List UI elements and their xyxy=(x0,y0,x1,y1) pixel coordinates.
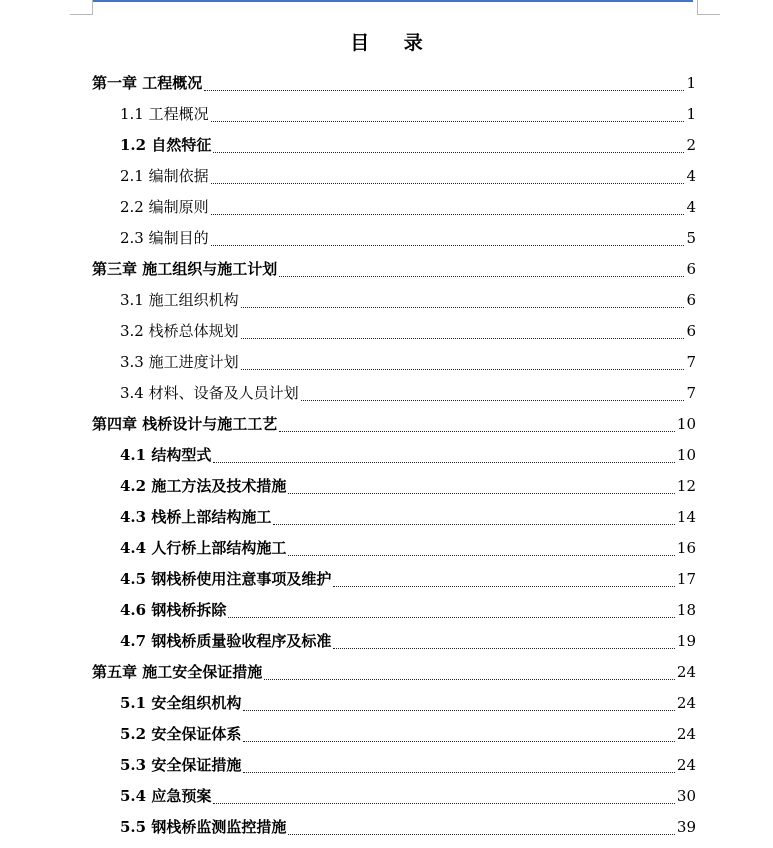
toc-dot-leader xyxy=(204,89,684,91)
toc-entry-page-number: 7 xyxy=(686,353,696,371)
toc-entry-page-number: 7 xyxy=(686,384,696,402)
toc-dot-leader xyxy=(213,461,675,463)
toc-dot-leader xyxy=(273,523,675,525)
toc-entry-page-number: 24 xyxy=(676,725,696,743)
toc-entry-label: 第三章 施工组织与施工计划 xyxy=(92,260,278,278)
toc-entry-label: 4.5 钢栈桥使用注意事项及维护 xyxy=(120,570,332,588)
toc-dot-leader xyxy=(288,554,675,556)
toc-entry-label: 5.1 安全组织机构 xyxy=(120,694,242,712)
toc-entry-page-number: 24 xyxy=(676,694,696,712)
toc-entry-page-number: 6 xyxy=(686,322,696,340)
toc-section-entry[interactable] xyxy=(92,502,696,533)
toc-section-entry[interactable] xyxy=(92,192,696,223)
toc-entry-label: 第一章 工程概况 xyxy=(92,74,203,92)
toc-dot-leader xyxy=(279,275,684,277)
toc-entry-page-number: 1 xyxy=(686,74,696,92)
toc-entry-label: 4.1 结构型式 xyxy=(120,446,212,464)
toc-entry-label: 5.4 应急预案 xyxy=(120,787,212,805)
toc-entry-label: 1.1 工程概况 xyxy=(120,105,209,123)
toc-entry-page-number: 12 xyxy=(676,477,696,495)
toc-entry-label: 4.4 人行桥上部结构施工 xyxy=(120,539,287,557)
toc-dot-leader xyxy=(301,399,685,401)
toc-chapter-entry[interactable] xyxy=(92,68,696,99)
toc-entry-label: 4.3 栈桥上部结构施工 xyxy=(120,508,272,526)
toc-entry-label: 5.3 安全保证措施 xyxy=(120,756,242,774)
toc-section-entry[interactable] xyxy=(92,347,696,378)
toc-entry-label: 第四章 栈桥设计与施工工艺 xyxy=(92,415,278,433)
toc-chapter-entry[interactable] xyxy=(92,254,696,285)
toc-dot-leader xyxy=(211,213,685,215)
toc-section-entry[interactable] xyxy=(92,750,696,781)
toc-entry-label: 3.2 栈桥总体规划 xyxy=(120,322,239,340)
toc-entry-page-number: 2 xyxy=(686,136,696,154)
toc-section-entry[interactable] xyxy=(92,440,696,471)
toc-entry-page-number: 4 xyxy=(686,167,696,185)
header-rule xyxy=(93,0,693,2)
toc-dot-leader xyxy=(243,740,675,742)
toc-dot-leader xyxy=(228,616,675,618)
toc-dot-leader xyxy=(213,151,684,153)
toc-section-entry[interactable] xyxy=(92,378,696,409)
table-of-contents xyxy=(92,68,696,843)
toc-section-entry[interactable] xyxy=(92,595,696,626)
toc-dot-leader xyxy=(279,430,675,432)
toc-entry-page-number: 4 xyxy=(686,198,696,216)
toc-entry-page-number: 18 xyxy=(676,601,696,619)
toc-dot-leader xyxy=(288,833,675,835)
toc-entry-label: 3.1 施工组织机构 xyxy=(120,291,239,309)
toc-section-entry[interactable] xyxy=(92,471,696,502)
toc-entry-label: 2.3 编制目的 xyxy=(120,229,209,247)
toc-section-entry[interactable] xyxy=(92,130,696,161)
toc-section-entry[interactable] xyxy=(92,285,696,316)
toc-dot-leader xyxy=(211,120,685,122)
toc-dot-leader xyxy=(243,771,675,773)
toc-section-entry[interactable] xyxy=(92,719,696,750)
toc-section-entry[interactable] xyxy=(92,161,696,192)
toc-entry-label: 4.2 施工方法及技术措施 xyxy=(120,477,287,495)
toc-entry-label: 5.2 安全保证体系 xyxy=(120,725,242,743)
toc-entry-page-number: 19 xyxy=(676,632,696,650)
toc-section-entry[interactable] xyxy=(92,812,696,843)
toc-dot-leader xyxy=(243,709,675,711)
toc-dot-leader xyxy=(241,337,685,339)
toc-dot-leader xyxy=(241,368,685,370)
toc-dot-leader xyxy=(211,244,685,246)
toc-entry-page-number: 5 xyxy=(686,229,696,247)
toc-entry-label: 5.5 钢栈桥监测监控措施 xyxy=(120,818,287,836)
toc-section-entry[interactable] xyxy=(92,688,696,719)
toc-section-entry[interactable] xyxy=(92,564,696,595)
toc-entry-page-number: 30 xyxy=(676,787,696,805)
toc-entry-page-number: 10 xyxy=(676,415,696,433)
toc-entry-page-number: 17 xyxy=(676,570,696,588)
toc-section-entry[interactable] xyxy=(92,316,696,347)
toc-entry-page-number: 24 xyxy=(676,663,696,681)
toc-dot-leader xyxy=(288,492,675,494)
toc-dot-leader xyxy=(333,585,675,587)
toc-entry-page-number: 16 xyxy=(676,539,696,557)
toc-entry-page-number: 39 xyxy=(676,818,696,836)
toc-chapter-entry[interactable] xyxy=(92,409,696,440)
toc-entry-page-number: 10 xyxy=(676,446,696,464)
toc-dot-leader xyxy=(333,647,675,649)
toc-dot-leader xyxy=(211,182,685,184)
page-corner-mark-left xyxy=(70,0,93,15)
toc-entry-label: 2.1 编制依据 xyxy=(120,167,209,185)
toc-section-entry[interactable] xyxy=(92,626,696,657)
toc-section-entry[interactable] xyxy=(92,223,696,254)
toc-section-entry[interactable] xyxy=(92,533,696,564)
toc-title: 目 录 xyxy=(350,32,437,54)
toc-dot-leader xyxy=(241,306,685,308)
toc-entry-page-number: 24 xyxy=(676,756,696,774)
page-corner-mark-right xyxy=(697,0,720,15)
toc-entry-page-number: 14 xyxy=(676,508,696,526)
toc-entry-label: 第五章 施工安全保证措施 xyxy=(92,663,263,681)
toc-entry-page-number: 6 xyxy=(686,260,696,278)
toc-section-entry[interactable] xyxy=(92,781,696,812)
toc-entry-label: 3.4 材料、设备及人员计划 xyxy=(120,384,299,402)
toc-entry-page-number: 6 xyxy=(686,291,696,309)
toc-entry-label: 4.7 钢栈桥质量验收程序及标准 xyxy=(120,632,332,650)
toc-dot-leader xyxy=(213,802,675,804)
toc-entry-label: 1.2 自然特征 xyxy=(120,136,212,154)
toc-entry-label: 2.2 编制原则 xyxy=(120,198,209,216)
toc-dot-leader xyxy=(264,678,675,680)
toc-section-entry[interactable] xyxy=(92,99,696,130)
toc-entry-label: 4.6 钢栈桥拆除 xyxy=(120,601,227,619)
toc-chapter-entry[interactable] xyxy=(92,657,696,688)
toc-entry-page-number: 1 xyxy=(686,105,696,123)
toc-entry-label: 3.3 施工进度计划 xyxy=(120,353,239,371)
